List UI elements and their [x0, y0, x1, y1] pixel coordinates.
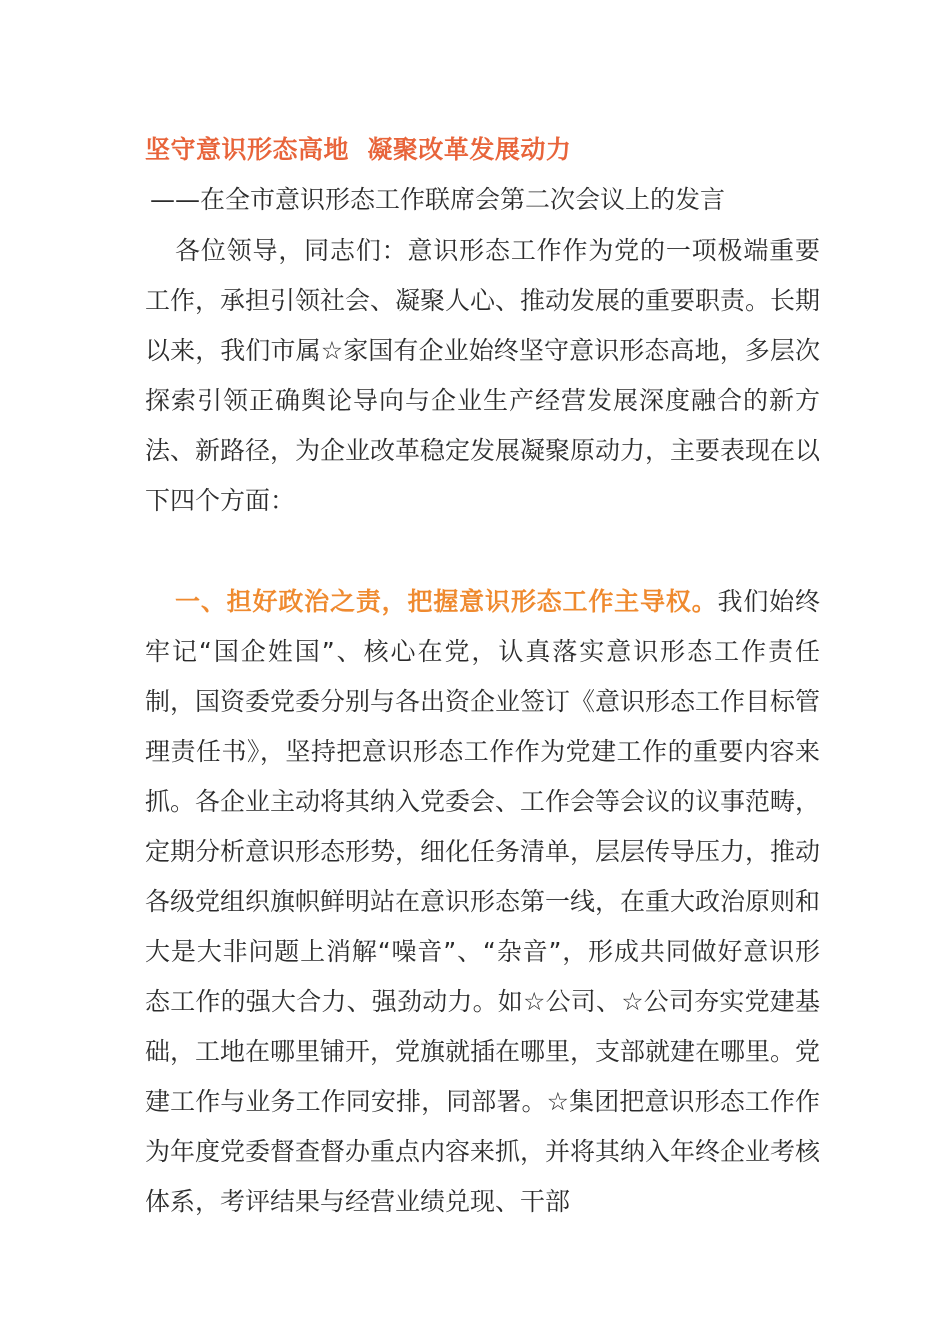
section-paragraph — [145, 577, 820, 1227]
document-subtitle: ——在全市意识形态工作联席会第二次会议上的发言 — [150, 185, 726, 214]
document-title: 坚守意识形态高地 凝聚改革发展动力 — [145, 135, 572, 164]
section-body: 我们始终牢记“国企姓国”、核心在党，认真落实意识形态工作责任制，国资委党委分别与各出资企业签订《意识形态工作目标管理责任书》，坚持把意识形态工作作为党建工作的重要内容来抓。各企业主动将其纳入党委会、工作会等会议的议事范畴，定期分析意识形态形势，细化任务清单，层层传导压力，推动各级党组织旗帜鲜明站在意识形态第一线，在重大政治原则和大是大非问题上消解“噪音”、“杂音”，形成共同做好意识形态工作的强大合力、强劲动力。如☆公司、☆公司夯实党建基础，工地在哪里铺开，党旗就插在哪里，支部就建在哪里。党建工作与业务工作同安排，同部署。☆集团把意识形态工作作为年度党委督查督办重点内容来抓，并将其纳入年终企业考核体系，考评结果与经营业绩兑现、干部 — [145, 587, 821, 1216]
section-heading: 一、担好政治之责，把握意识形态工作主导权。 — [175, 587, 718, 616]
intro-paragraph: 各位领导，同志们：意识形态工作作为党的一项极端重要工作，承担引领社会、凝聚人心、推动发展的重要职责。长期以来，我们市属☆家国有企业始终坚守意识形态高地，多层次探索引领正确舆论导向与企业生产经营发展深度融合的新方法、新路径，为企业改革稳定发展凝聚原动力，主要表现在以下四个方面： — [145, 236, 821, 515]
